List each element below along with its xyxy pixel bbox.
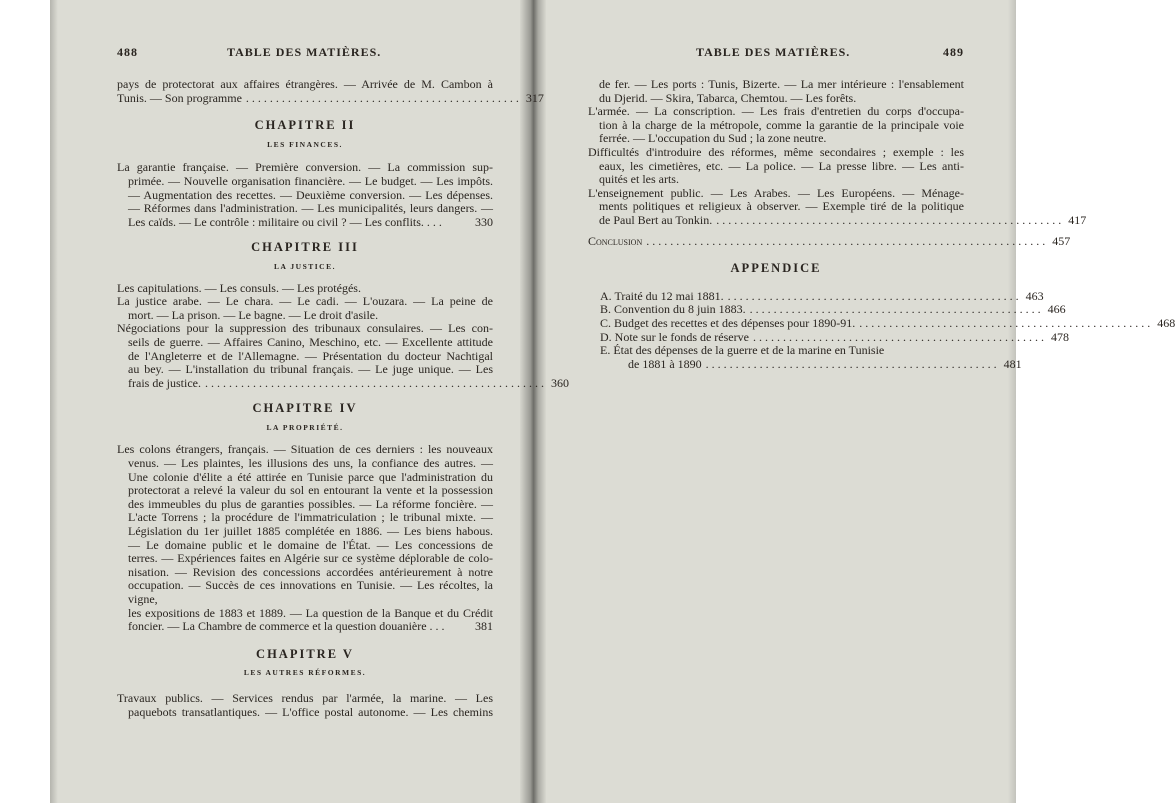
chapter-subtitle: LA PROPRIÉTÉ. xyxy=(266,422,344,432)
toc-page-number: 330 xyxy=(475,214,493,229)
toc-text: foncier. — La Chambre de commerce et la question douanière . . . xyxy=(128,619,445,634)
page-number: 489 xyxy=(943,45,964,59)
appendix-label: A. Traité du 12 mai 1881. xyxy=(600,288,724,303)
chapter-heading: CHAPITRE III xyxy=(251,240,359,255)
right-page-header xyxy=(588,46,964,62)
conclusion-label: Conclusion xyxy=(588,233,643,248)
continuation-entry xyxy=(117,77,544,105)
right-page xyxy=(588,45,1175,371)
chapter-subtitle: LES AUTRES RÉFORMES. xyxy=(243,668,367,678)
toc-line: — Le domaine public et le domaine de l'État. — Les concessions de xyxy=(128,537,493,552)
appendix-heading: APPENDICE xyxy=(730,261,822,276)
leader-dots: ................................................. xyxy=(727,288,1022,303)
chapter-entry xyxy=(117,443,493,633)
leader-dots: ................................................. xyxy=(859,315,1154,330)
toc-line: au bey. — L'installation du tribunal français. — Le juge unique. — Les xyxy=(128,362,493,377)
toc-page-number: 466 xyxy=(1047,302,1066,317)
toc-line: — Réformes dans l'administration. — Les municipalités, leurs dangers. — xyxy=(128,201,493,216)
appendix-item xyxy=(600,329,1069,345)
toc-line: L'armée. — La conscription. — Les frais d'entretien du corps d'occupa- xyxy=(588,104,964,119)
page-number: 488 xyxy=(117,45,138,59)
appendix-item xyxy=(600,302,1066,317)
toc-line: Les colons étrangers, français. — Situation de ces derniers : les nouveaux xyxy=(117,442,493,457)
toc-line: de fer. — Les ports : Tunis, Bizerte. — La mer intérieure : l'ensablement xyxy=(599,77,964,91)
chapter-subtitle: LA JUSTICE. xyxy=(274,261,336,271)
toc-line: de l'Angleterre et de l'Allemagne. — Présentation du docteur Nachtigal xyxy=(128,348,493,363)
appendix-label: B. Convention du 8 juin 1883. xyxy=(600,302,746,317)
toc-line: paquebots transatlantiques. — L'office postal autonome. — Les chemins xyxy=(128,704,493,719)
toc-line: protectorat a relevé la valeur du sol en entourant la vente et la possession xyxy=(128,483,493,498)
leader-dots: ......................................................... xyxy=(204,375,547,390)
toc-line xyxy=(117,90,544,106)
appendix-label: C. Budget des recettes et des dépenses pour 1890-91. xyxy=(600,315,856,330)
toc-line: Négociations pour la suppression des tribunaux consulaires. — Les con- xyxy=(117,321,493,336)
conclusion-line xyxy=(588,233,1071,249)
toc-line: La garantie française. — Première conversion. — La commission sup- xyxy=(117,160,493,175)
toc-page-number: 381 xyxy=(475,619,493,634)
toc-line: les expositions de 1883 et 1889. — La question de la Banque et du Crédit xyxy=(128,605,493,620)
appendix-item xyxy=(600,315,1175,331)
chapter-entry-continued xyxy=(588,77,1087,248)
toc-page-number: 468 xyxy=(1157,315,1175,330)
chapter-subtitle: LES FINANCES. xyxy=(267,139,343,149)
toc-line: seils de guerre. — Affaires Canino, Meschino, etc. — Excellente attitude xyxy=(128,334,493,349)
chapter-entry xyxy=(117,161,493,229)
toc-line: occupation. — Succès de ces innovations en Tunisie. — Les récoltes, la vigne, xyxy=(128,578,493,606)
left-page xyxy=(117,45,569,719)
toc-line: des immeubles du plus de garanties possibles. — La réforme foncière. — xyxy=(128,496,493,511)
toc-line: Les capitulations. — Les consuls. — Les protégés. xyxy=(117,280,361,295)
toc-line: Une colonie d'élite a été attirée en Tunisie parce que l'administration du xyxy=(128,469,493,484)
appendix-label: E. État des dépenses de la guerre et de la marine en Tunisie xyxy=(600,343,885,358)
running-title: TABLE DES MATIÈRES. xyxy=(227,45,382,59)
toc-line: — Augmentation des recettes. — Deuxième conversion. — Les dépenses. xyxy=(128,187,493,202)
right-page-edge xyxy=(1008,0,1016,803)
toc-line: nisation. — Revision des concessions accordées antérieurement à notre xyxy=(128,564,493,579)
toc-line: primée. — Nouvelle organisation financière. — Le budget. — Les impôts. xyxy=(128,173,493,188)
toc-line: eaux, les cimetières, etc. — La police. — La presse libre. — Les anti- xyxy=(599,158,964,173)
toc-line: terres. — Expériences faites en Algérie sur ce système déplorable de colo- xyxy=(128,551,493,566)
toc-line xyxy=(117,620,493,634)
toc-line: Travaux publics. — Services rendus par l'armée, la marine. — Les xyxy=(117,690,493,705)
appendix-label: D. Note sur le fonds de réserve xyxy=(600,329,749,344)
chapter-heading: CHAPITRE IV xyxy=(252,401,358,416)
toc-line: du Djerid. — Skira, Tabarca, Chemtou. — Les forêts. xyxy=(599,90,857,105)
toc-page-number: 478 xyxy=(1050,329,1069,344)
chapter-entry xyxy=(117,692,493,719)
toc-page-number: 457 xyxy=(1052,233,1071,248)
leader-dots: ................................................. xyxy=(749,302,1044,317)
appendix-item xyxy=(600,356,1022,372)
book-gutter xyxy=(520,0,546,803)
appendix-item xyxy=(600,288,1044,304)
toc-text: Les caïds. — Le contrôle : militaire ou civil ? — Les conflits. . . . xyxy=(128,214,442,229)
toc-line: ments politiques et religieux à observer. — Exemple tiré de la politique xyxy=(599,199,964,214)
toc-text: de Paul Bert au Tonkin. xyxy=(599,212,713,227)
leader-dots: .............................................. xyxy=(245,90,522,105)
toc-page-number: 317 xyxy=(525,90,544,105)
chapter-entry xyxy=(117,280,569,391)
leader-dots: ................................................. xyxy=(752,329,1047,344)
left-page-header xyxy=(117,46,493,62)
toc-line: venus. — Les plaintes, les illusions des uns, la confiance des autres. — xyxy=(128,456,493,471)
leader-dots: ................................................. xyxy=(705,356,1000,371)
toc-line: L'enseignement public. — Les Arabes. — Les Européens. — Ménage- xyxy=(588,185,964,200)
toc-line: La justice arabe. — Le chara. — Le cadi. — L'ouzara. — La peine de xyxy=(117,294,493,309)
toc-line: L'acte Torrens ; la procédure de l'immatriculation ; le tribunal mixte. — xyxy=(128,510,493,525)
chapter-heading: CHAPITRE II xyxy=(254,118,356,133)
running-title: TABLE DES MATIÈRES. xyxy=(696,45,851,59)
toc-line: Difficultés d'introduire des réformes, même secondaires ; exemple : les xyxy=(588,144,964,159)
toc-page-number: 360 xyxy=(550,375,569,390)
appendix-list xyxy=(588,288,1175,372)
toc-page-number: 463 xyxy=(1025,288,1044,303)
toc-line: quités et les arts. xyxy=(599,172,679,187)
chapter-heading: CHAPITRE V xyxy=(256,646,354,661)
leader-dots: .......................................................... xyxy=(716,212,1065,227)
leader-dots: ................................................................... xyxy=(646,233,1049,248)
toc-line: mort. — La prison. — Le bagne. — Le droit d'asile. xyxy=(128,307,379,322)
toc-line xyxy=(117,216,493,230)
toc-page-number: 481 xyxy=(1003,356,1022,371)
toc-line: Législation du 1er juillet 1885 complétée en 1886. — Les biens habous. xyxy=(128,524,493,539)
toc-text: frais de justice. xyxy=(128,375,201,390)
appendix-label: de 1881 à 1890 xyxy=(628,356,702,371)
toc-line xyxy=(117,375,569,391)
toc-line: tion à la charge de la métropole, comme la garantie de la principale voie xyxy=(599,117,964,132)
toc-line: ferrée. — L'occupation du Sud ; la zone neutre. xyxy=(599,131,827,146)
toc-line: pays de protectorat aux affaires étrangères. — Arrivée de M. Cambon à xyxy=(117,77,493,91)
toc-text: Tunis. — Son programme xyxy=(117,90,242,105)
toc-page-number: 417 xyxy=(1068,212,1087,227)
left-page-edge xyxy=(50,0,58,803)
toc-line xyxy=(588,212,1087,228)
